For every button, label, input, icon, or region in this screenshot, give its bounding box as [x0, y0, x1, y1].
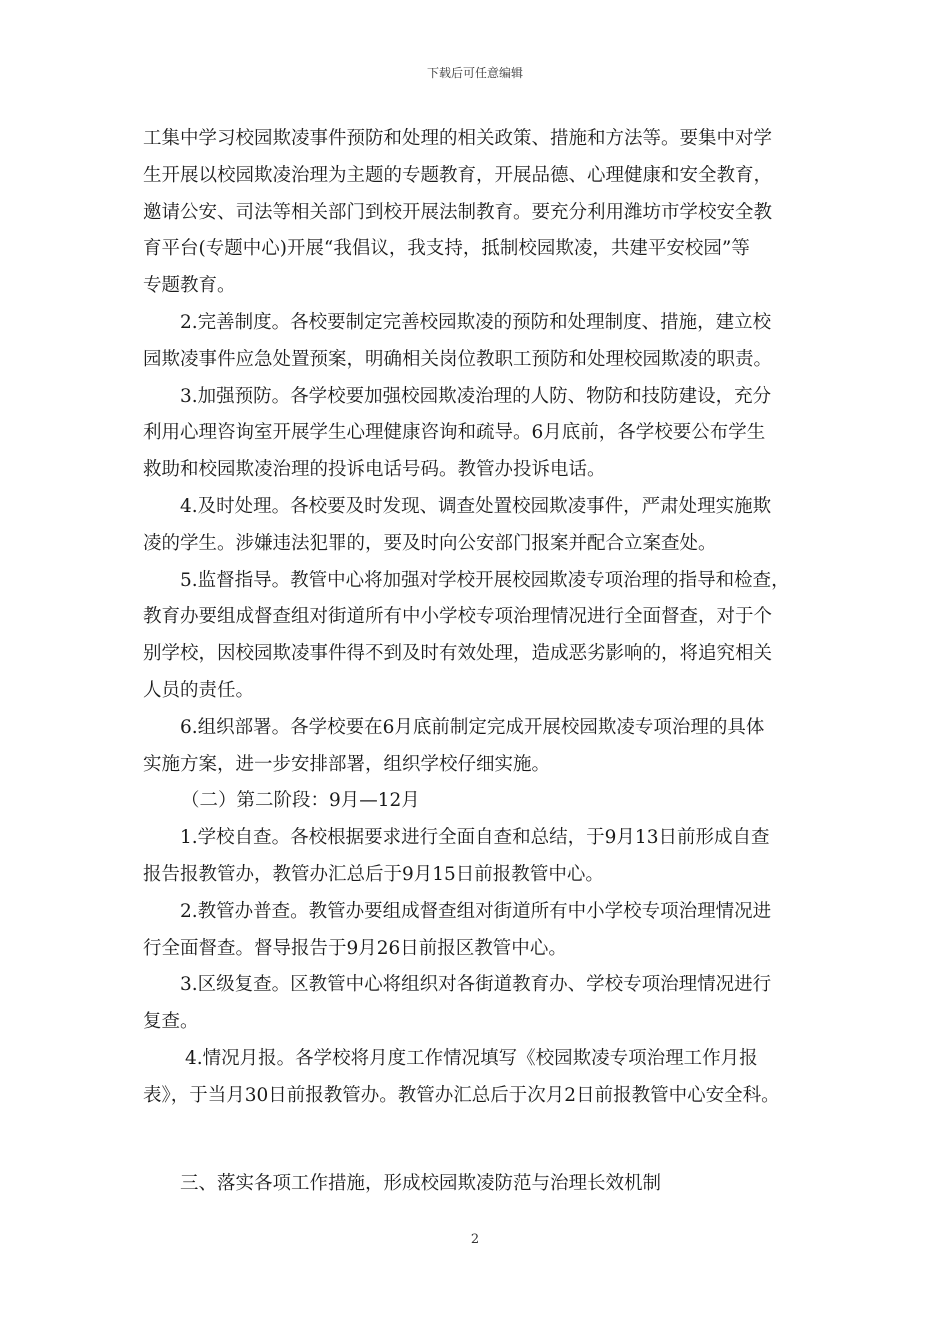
body-line: 复查。	[143, 1011, 199, 1033]
body-line: 育平台(专题中心)开展“我倡议，我支持，抵制校园欺凌，共建平安校园”等	[143, 238, 750, 260]
body-line: 生开展以校园欺凌治理为主题的专题教育，开展品德、心理健康和安全教育，	[143, 164, 773, 186]
body-line: 2.完善制度。各校要制定完善校园欺凌的预防和处理制度、措施，建立校	[180, 311, 772, 333]
body-line: 教育办要组成督查组对街道所有中小学校专项治理情况进行全面督查，对于个	[143, 606, 773, 628]
subsection-heading: （二）第二阶段：9月—12月	[181, 790, 420, 812]
body-line: 3.加强预防。各学校要加强校园欺凌治理的人防、物防和技防建设，充分	[180, 385, 772, 407]
body-line: 行全面督查。督导报告于9月26日前报区教管中心。	[143, 937, 567, 959]
body-line: 2.教管办普查。教管办要组成督查组对街道所有中小学校专项治理情况进	[180, 900, 772, 922]
page-number: 2	[470, 1232, 480, 1247]
section-heading: 三、落实各项工作措施，形成校园欺凌防范与治理长效机制	[180, 1173, 662, 1194]
body-line: 表》，于当月30日前报教管办。教管办汇总后于次月2日前报教管中心安全科。	[143, 1084, 780, 1106]
body-line: 利用心理咨询室开展学生心理健康咨询和疏导。6月底前，各学校要公布学生	[143, 422, 766, 444]
body-line: 4.情况月报。各学校将月度工作情况填写《校园欺凌专项治理工作月报	[185, 1047, 758, 1069]
body-line: 园欺凌事件应急处置预案，明确相关岗位教职工预防和处理校园欺凌的职责。	[143, 348, 773, 370]
body-line: 3.区级复查。区教管中心将组织对各街道教育办、学校专项治理情况进行	[180, 974, 772, 996]
body-line: 救助和校园欺凌治理的投诉电话号码。教管办投诉电话。	[143, 459, 606, 481]
body-line: 人员的责任。	[143, 679, 255, 701]
body-line: 邀请公安、司法等相关部门到校开展法制教育。要充分利用潍坊市学校安全教	[143, 201, 773, 223]
body-line: 4.及时处理。各校要及时发现、调查处置校园欺凌事件，严肃处理实施欺	[180, 495, 772, 517]
body-line: 6.组织部署。各学校要在6月底前制定完成开展校园欺凌专项治理的具体	[180, 716, 765, 738]
body-line: 专题教育。	[143, 275, 236, 297]
body-line: 报告报教管办，教管办汇总后于9月15日前报教管中心。	[143, 863, 604, 885]
body-line: 实施方案，进一步安排部署，组织学校仔细实施。	[143, 753, 551, 775]
document-body	[143, 121, 813, 1115]
page-header: 下载后可任意编辑	[426, 66, 523, 80]
body-line: 1.学校自查。各校根据要求进行全面自查和总结，于9月13日前形成自查	[180, 827, 770, 849]
body-line: 别学校，因校园欺凌事件得不到及时有效处理，造成恶劣影响的，将追究相关	[143, 643, 773, 665]
body-line: 凌的学生。涉嫌违法犯罪的，要及时向公安部门报案并配合立案查处。	[143, 532, 717, 554]
body-line: 5.监督指导。教管中心将加强对学校开展校园欺凌专项治理的指导和检查，	[180, 569, 790, 591]
body-line: 工集中学习校园欺凌事件预防和处理的相关政策、措施和方法等。要集中对学	[143, 128, 773, 149]
